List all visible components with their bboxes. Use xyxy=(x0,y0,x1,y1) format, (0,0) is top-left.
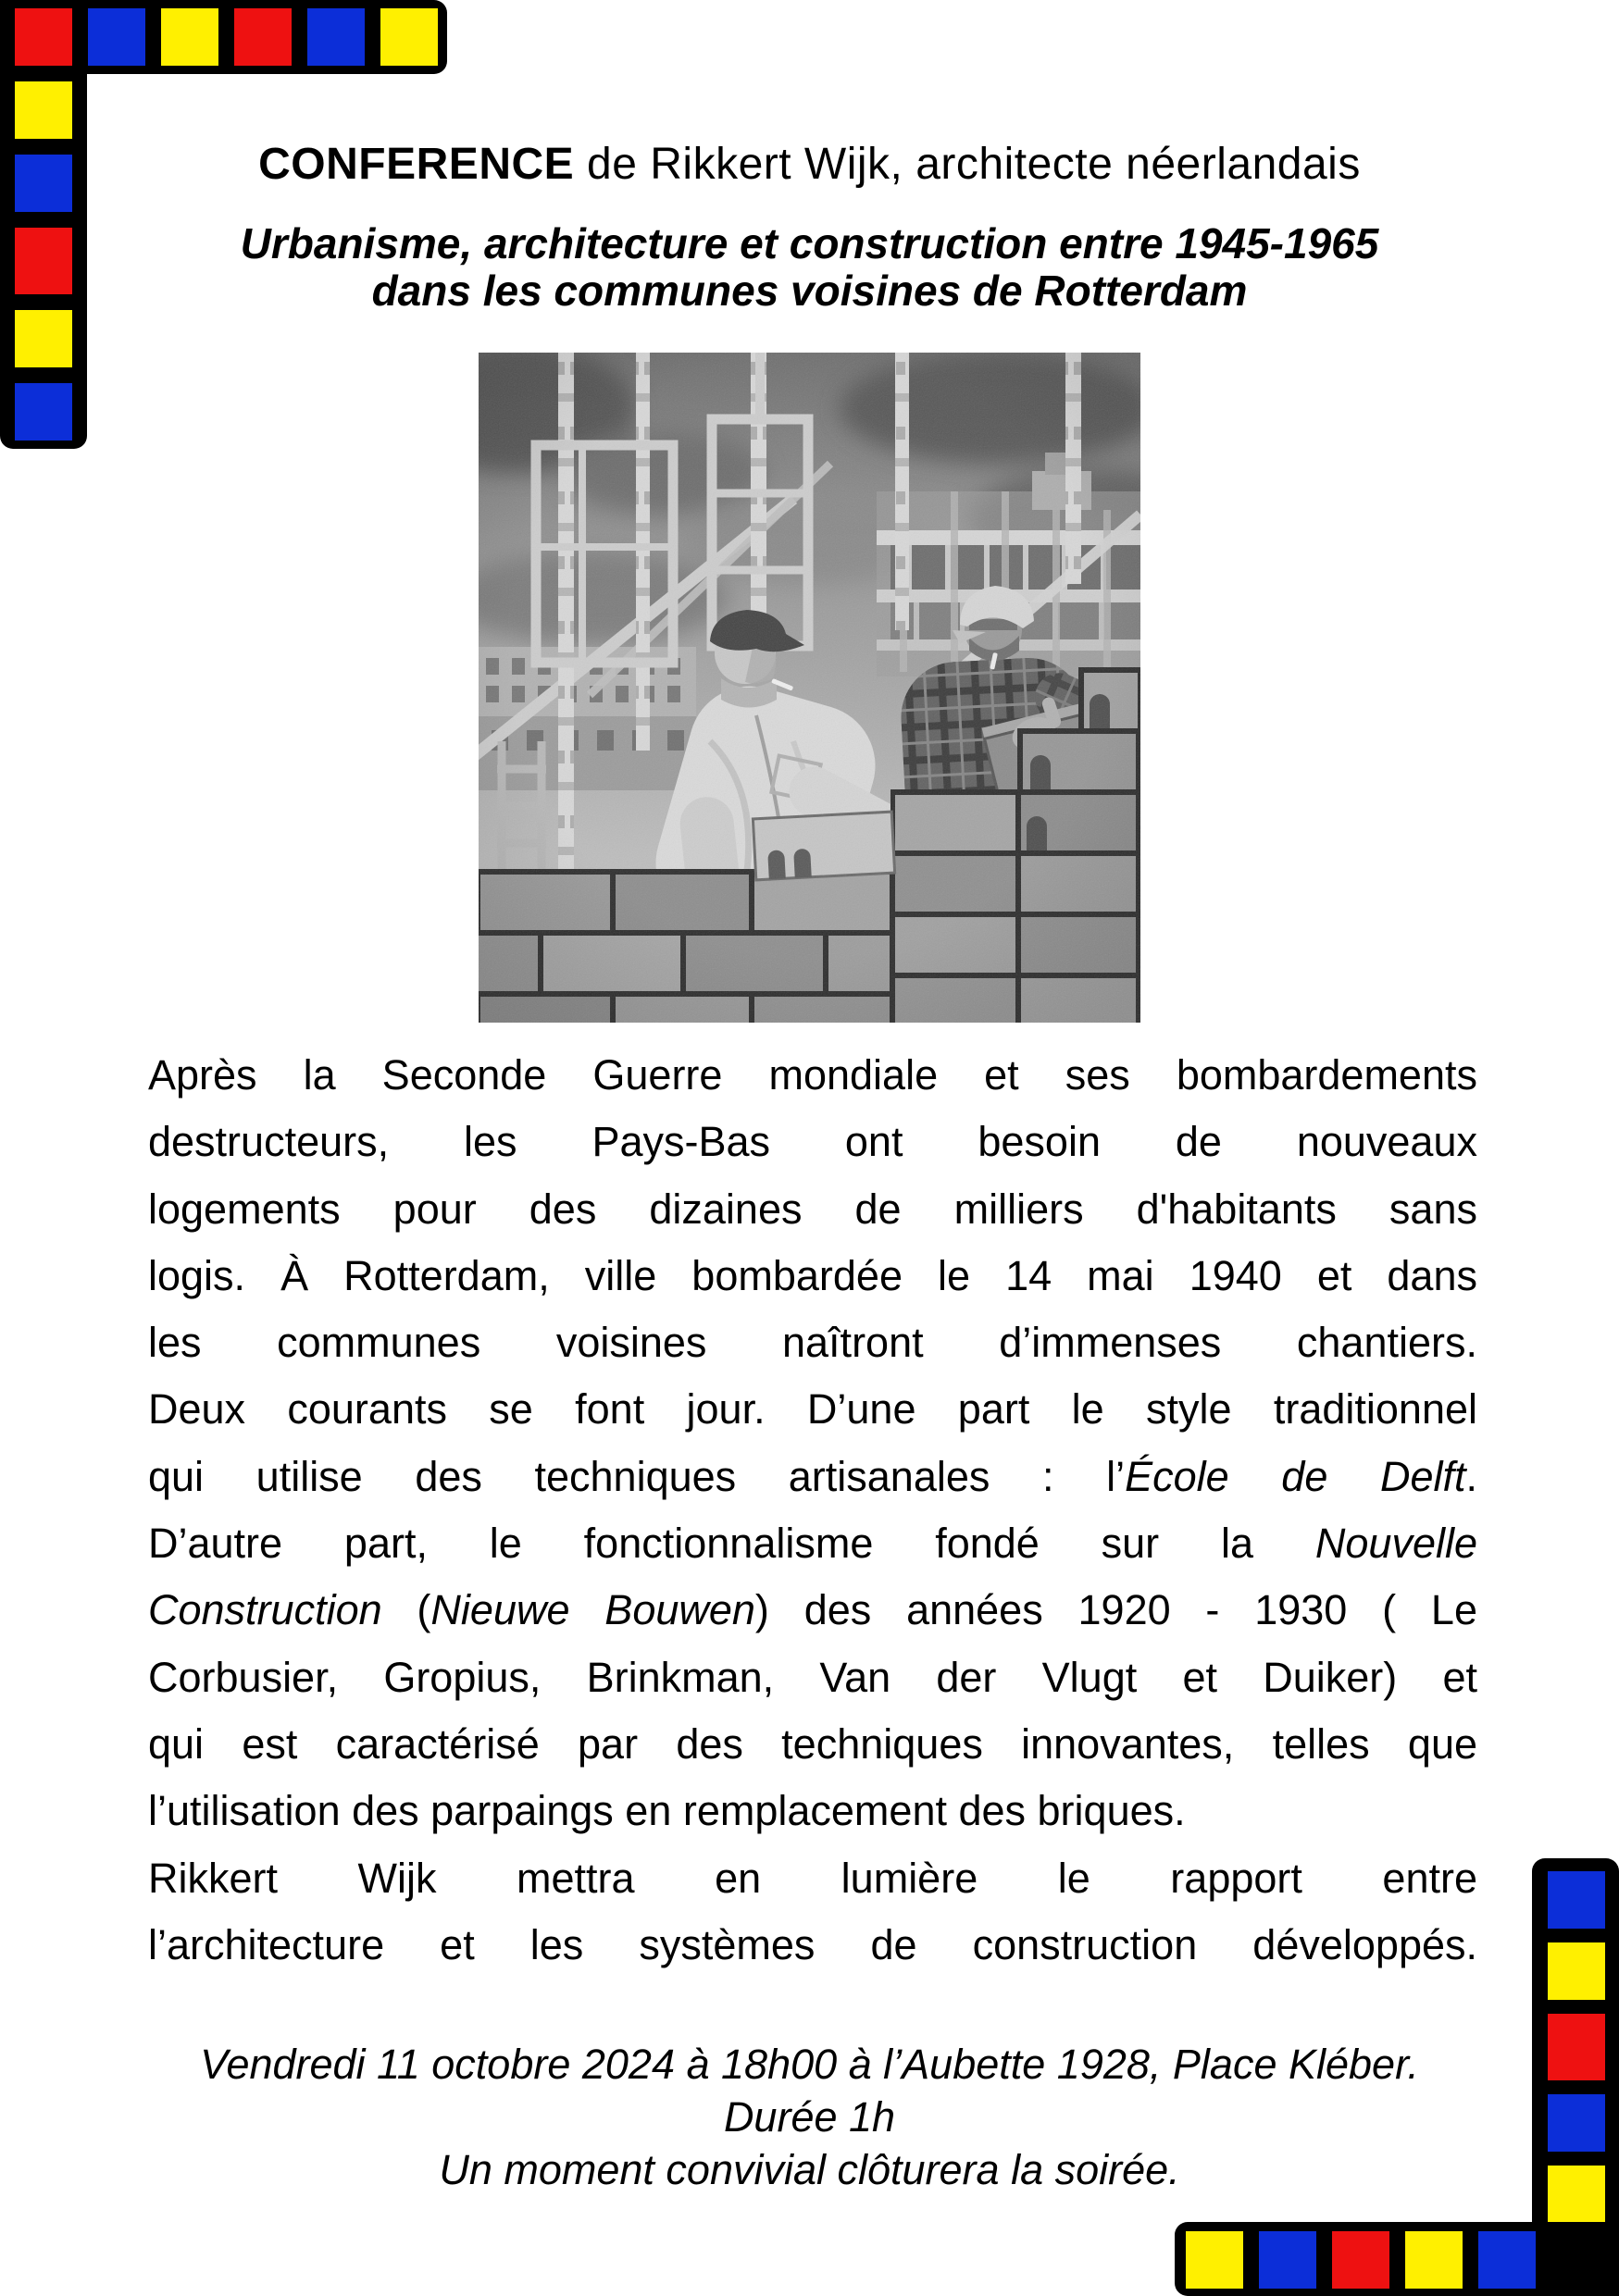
subtitle-line-2: dans les communes voisines de Rotterdam xyxy=(371,267,1248,315)
body-line: logements pour des dizaines de milliers d'habitants sans xyxy=(148,1185,1477,1233)
body-line: qui utilise des techniques artisanales : l’École de Delft. xyxy=(148,1452,1477,1500)
yellow-square xyxy=(1186,2231,1243,2289)
yellow-square xyxy=(15,310,72,367)
yellow-square xyxy=(1548,1942,1605,2000)
event-closing-note: Un moment convivial clôturera la soirée. xyxy=(439,2146,1180,2193)
body-line: D’autre part, le fonctionnalisme fondé sur la Nouvelle xyxy=(148,1520,1477,1568)
red-square xyxy=(1548,2014,1605,2080)
red-square xyxy=(234,8,292,66)
construction-photo xyxy=(479,353,1140,1023)
blue-square xyxy=(15,383,72,441)
body-line: l’architecture et les systèmes de construction développés. xyxy=(148,1920,1477,1968)
body-paragraph xyxy=(148,1042,1477,1979)
event-duration: Durée 1h xyxy=(723,2093,896,2141)
body-line: l’utilisation des parpaings en remplacement des briques. xyxy=(148,1787,1186,1835)
yellow-square xyxy=(380,8,438,66)
page-subtitle xyxy=(0,220,1619,315)
body-line: Construction (Nieuwe Bouwen) des années 1920 - 1930 ( Le xyxy=(148,1586,1477,1634)
title-speaker-label: de Rikkert Wijk, architecte néerlandais xyxy=(574,140,1361,189)
body-line: Deux courants se font jour. D’une part le style traditionnel xyxy=(148,1385,1477,1433)
body-line: Corbusier, Gropius, Brinkman, Van der Vlugt et Duiker) et xyxy=(148,1653,1477,1701)
blue-square xyxy=(88,8,145,66)
blue-square xyxy=(1548,2094,1605,2152)
body-line: Après la Seconde Guerre mondiale et ses bombardements xyxy=(148,1051,1477,1098)
red-square xyxy=(1332,2231,1389,2289)
body-line: qui est caractérisé par des techniques innovantes, telles que xyxy=(148,1719,1477,1768)
red-square xyxy=(15,8,72,66)
event-date-location: Vendredi 11 octobre 2024 à 18h00 à l’Aubette 1928, Place Kléber. xyxy=(200,2041,1419,2088)
blue-square xyxy=(307,8,365,66)
yellow-square xyxy=(1548,2166,1605,2223)
yellow-square xyxy=(15,81,72,139)
subtitle-line-1: Urbanisme, architecture et construction entre 1945-1965 xyxy=(240,219,1379,267)
body-line: les communes voisines naîtront d’immenses chantiers. xyxy=(148,1319,1477,1367)
corner-bottom-right-horizontal-bar xyxy=(1175,2222,1619,2296)
body-line: destructeurs, les Pays-Bas ont besoin de nouveaux xyxy=(148,1118,1477,1166)
yellow-square xyxy=(1405,2231,1463,2289)
title-conference-label: CONFERENCE xyxy=(258,140,575,189)
yellow-square xyxy=(161,8,218,66)
body-line: Rikkert Wijk mettra en lumière le rapport entre xyxy=(148,1854,1477,1902)
page-title xyxy=(0,139,1619,190)
body-line: logis. À Rotterdam, ville bombardée le 14 mai 1940 et dans xyxy=(148,1251,1477,1299)
blue-square xyxy=(1259,2231,1316,2289)
blue-square xyxy=(1548,1871,1605,1929)
blue-square xyxy=(1478,2231,1536,2289)
event-info xyxy=(0,2038,1619,2196)
